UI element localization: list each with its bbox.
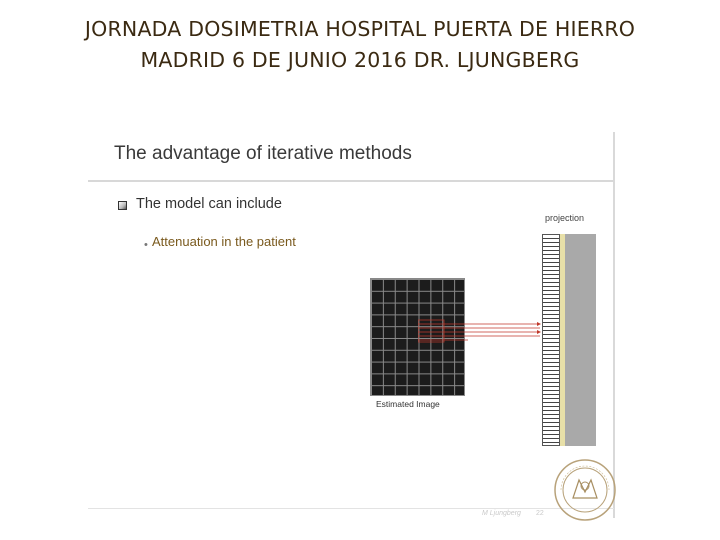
header-line-2: MADRID 6 DE JUNIO 2016 DR. LJUNGBERG — [140, 48, 580, 72]
projection-bar — [565, 234, 596, 446]
title-divider — [88, 180, 614, 182]
slide-footer-rule — [88, 508, 614, 509]
bullet-model-include: The model can include — [136, 196, 282, 212]
bullet-attenuation: Attenuation in the patient — [152, 234, 296, 249]
header-line-1: JORNADA DOSIMETRIA HOSPITAL PUERTA DE HIERRO — [84, 17, 636, 41]
attenuation-rays-graphic — [418, 318, 542, 348]
square-bullet-icon — [118, 201, 127, 210]
footer-page-number: 22 — [536, 510, 544, 517]
slide-title: The advantage of iterative methods — [114, 143, 412, 164]
dot-bullet-icon: • — [144, 239, 148, 251]
estimated-image-label: Estimated Image — [376, 399, 440, 409]
projection-label: projection — [545, 213, 585, 223]
detector-bins — [542, 234, 560, 446]
footer-author: M Ljungberg — [482, 510, 521, 517]
university-seal-logo — [553, 458, 617, 522]
page-header — [0, 14, 720, 76]
